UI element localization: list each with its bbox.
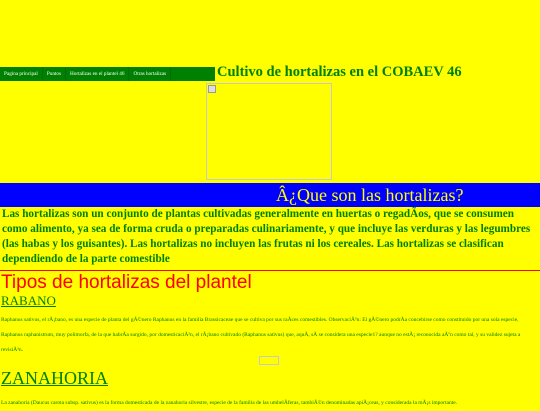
nav-item-home[interactable]: Pagina principal <box>0 67 43 81</box>
nav-item-puntos[interactable]: Puntos <box>43 67 66 81</box>
section-divider <box>0 270 540 271</box>
broken-image-icon <box>208 85 216 93</box>
section-heading: Tipos de hortalizas del plantel <box>1 272 252 293</box>
broken-image-placeholder <box>206 83 332 180</box>
page-title: Cultivo de hortalizas en el COBAEV 46 <box>217 64 462 80</box>
zanahoria-link[interactable]: ZANAHORIA <box>1 368 108 388</box>
main-nav <box>0 67 215 81</box>
nav-item-plantel[interactable]: Hortalizas en el plantel 46 <box>66 67 129 81</box>
rabano-image-placeholder <box>259 356 279 365</box>
intro-paragraph: Las hortalizas son un conjunto de plantas cultivadas generalmente en huertas o regadÃos, que se consumen como alimento, ya sea de forma cruda o preparadas culinariamente, y que incluye las verduras y las legumbres (las habas y los guisantes). Las hortalizas no incluyen las frutas ni los cereales. Las hortalizas se clasifican dependiendo de la parte comestible <box>2 208 531 265</box>
nav-item-otras[interactable]: Otras hortalizas <box>129 67 171 81</box>
zanahoria-description: La zanahoria (Daucus carota subsp. sativus) es la forma domesticada de la zanahoria silvestre, especie de la familia de las umbelÃferas, tambiÃ©n denominadas apiÃ¡ceas, y considerada la mÃ¡s importante. <box>1 400 458 406</box>
question-banner <box>0 183 540 207</box>
question-heading: Â¿Que son las hortalizas? <box>276 185 464 205</box>
rabano-description: Raphanus sativus, el rÃ¡bano, es una especie de planta del gÃ©nero Raphanus en la familia Brassicaceae que se cultiva por sus raÃces comestibles. ObservaciÃ³n: El gÃ©nero podrÃa concebirse como constituido por una sola especie, Raphanus raphanistrum, muy polimorfa, de la que habrÃa surgido, por domesticaciÃ³n, el rÃ¡bano cultivado (Raphanus sativus) que, aquÃ, sÃ se considera una especie1? aunque no estÃ¡ reconocida aÃºn como tal, y su validez sujeta a revisiÃ³n. <box>1 317 521 353</box>
rabano-link[interactable]: RABANO <box>1 293 56 308</box>
